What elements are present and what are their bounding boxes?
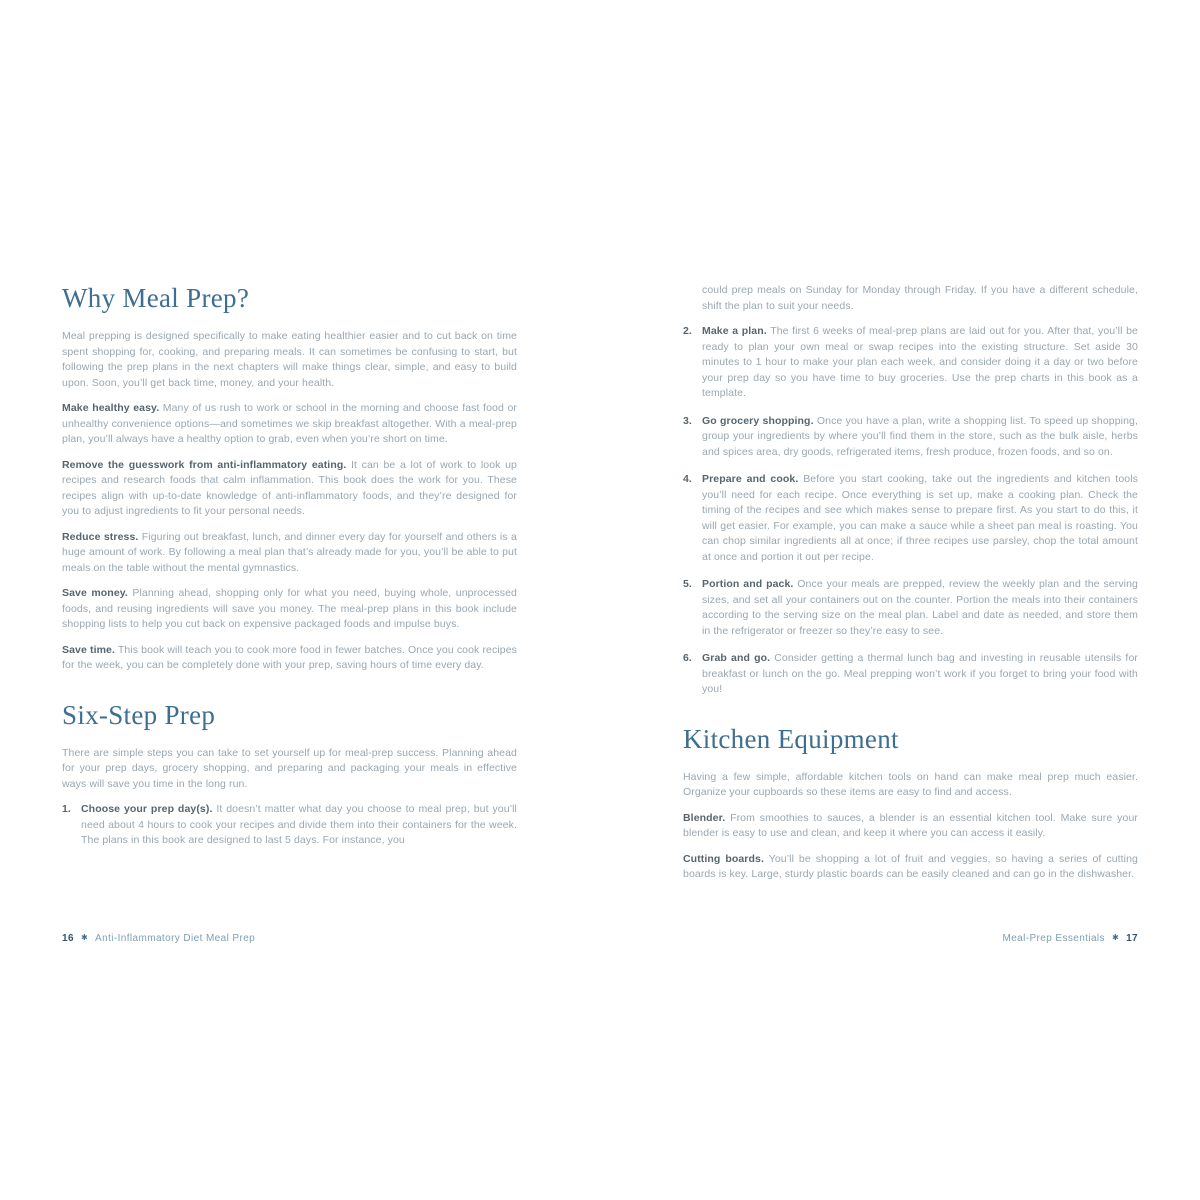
benefit-text: Planning ahead, shopping only for what you need, buying whole, unprocessed foods, and reusing ingredients will save you money. The meal-prep plans in this book include shopping lists to help you cut back on expensive packaged foods and impulse buys. bbox=[62, 587, 517, 630]
equipment-lead: Cutting boards. bbox=[683, 852, 764, 865]
equipment-item bbox=[683, 811, 1138, 842]
step-text: The first 6 weeks of meal-prep plans are laid out for you. After that, you’ll be ready to plan your own meal or swap recipes into the existing structure. Set aside 30 minutes to 1 hour to make your plan each week, and consider doing it a day or two before your prep day so you have time to buy groceries. Use the prep charts in this book as a template. bbox=[702, 325, 1138, 399]
step-item bbox=[62, 802, 517, 849]
benefit-item bbox=[62, 401, 517, 448]
equipment-item bbox=[683, 852, 1138, 883]
equipment-text: From smoothies to sauces, a blender is an essential kitchen tool. Make sure your blender is easy to use and clean, and keep it where you can access it easily. bbox=[683, 811, 1138, 839]
step-number: 5. bbox=[683, 578, 692, 590]
step-number: 2. bbox=[683, 325, 692, 337]
left-page-number: 16 bbox=[62, 933, 74, 944]
step-text: It doesn’t matter what day you choose to meal prep, but you’ll need about 4 hours to cook your recipes and divide them into their containers for the week. The plans in this book are designed to last 5 days. For instance, you bbox=[81, 803, 517, 846]
footer-star-icon: ✱ bbox=[1111, 933, 1120, 942]
kitchen-intro-paragraph: Having a few simple, affordable kitchen tools on hand can make meal prep much easier. Organize your cupboards so these items are easy to find and access. bbox=[683, 770, 1138, 798]
benefit-item bbox=[62, 643, 517, 674]
footer-star-icon: ✱ bbox=[80, 933, 89, 942]
chapter-title: Meal-Prep Essentials bbox=[1002, 933, 1105, 944]
step-lead: Go grocery shopping. bbox=[702, 414, 814, 427]
left-footer bbox=[62, 933, 255, 944]
step-lead: Choose your prep day(s). bbox=[81, 803, 213, 815]
benefit-lead: Remove the guesswork from anti-inflammatory eating. bbox=[62, 458, 347, 471]
step-item bbox=[683, 577, 1138, 639]
right-page bbox=[683, 283, 1138, 893]
benefit-item bbox=[62, 530, 517, 577]
step-lead: Portion and pack. bbox=[702, 578, 794, 590]
step-body bbox=[702, 472, 1138, 565]
why-meal-prep-heading: Why Meal Prep? bbox=[62, 283, 250, 313]
step-lead: Grab and go. bbox=[702, 652, 771, 664]
step-number: 3. bbox=[683, 414, 692, 427]
benefit-item bbox=[62, 586, 517, 633]
step-lead: Make a plan. bbox=[702, 325, 767, 337]
step-body bbox=[702, 324, 1138, 402]
step-text: Once you have a plan, write a shopping list. To speed up shopping, group your ingredients by where you’ll find them in the store, such as the bulk aisle, herbs and spices area, dry goods, refrigerated items, fresh produce, frozen foods, and so on. bbox=[702, 414, 1138, 458]
equipment-text: You’ll be shopping a lot of fruit and veggies, so having a series of cutting boards is key. Large, sturdy plastic boards can be easily cleaned and can go in the dishwasher. bbox=[683, 852, 1138, 880]
benefit-text: It can be a lot of work to look up recipes and research foods that calm inflammation. This book does the work for you. These recipes align with up-to-date knowledge of anti-inflammatory foods, and they’re designed for you to adjust ingredients to fit your personal needs. bbox=[62, 458, 517, 517]
six-step-prep-heading: Six-Step Prep bbox=[62, 699, 216, 730]
page-footer bbox=[62, 933, 1138, 944]
benefit-text: This book will teach you to cook more food in fewer batches. Once you cook recipes for the week, you can be completely done with your prep, saving hours of time every day. bbox=[62, 643, 518, 671]
step-item bbox=[683, 651, 1138, 698]
spread-content bbox=[62, 283, 1138, 893]
right-footer bbox=[1002, 933, 1138, 944]
step-number: 1. bbox=[62, 803, 71, 815]
why-intro-paragraph: Meal prepping is designed specifically to make eating healthier easier and to cut back on time spent shopping for, cooking, and preparing meals. It can sometimes be confusing to start, but following the prep plans in the next chapters will make things clear, simple, and easy to build upon. Soon, you’ll get back time, money, and your health. bbox=[62, 330, 517, 389]
kitchen-equipment-heading: Kitchen Equipment bbox=[683, 723, 899, 754]
step-text: Once your meals are prepped, review the weekly plan and the serving sizes, and set all your containers out on the counter. Portion the meals into their containers according to the serving size on the meal plan. Label and date as needed, and store them in the refrigerator or freezer so they’re easy to see. bbox=[702, 578, 1138, 637]
benefit-item bbox=[62, 458, 517, 520]
left-page bbox=[62, 283, 517, 893]
benefit-lead: Save time. bbox=[62, 643, 115, 656]
equipment-lead: Blender. bbox=[683, 811, 726, 824]
continuation-paragraph: could prep meals on Sunday for Monday through Friday. If you have a different schedule, shift the plan to suit your needs. bbox=[702, 284, 1138, 312]
step-text: Consider getting a thermal lunch bag and investing in reusable utensils for breakfast or lunch on the go. Meal prepping won’t work if you forget to bring your food with you! bbox=[702, 652, 1138, 695]
benefit-lead: Reduce stress. bbox=[62, 530, 139, 543]
benefit-text: Figuring out breakfast, lunch, and dinner every day for yourself and others is a huge amount of work. By following a meal plan that’s already made for you, you’ll be able to put meals on the table without the mental gymnastics. bbox=[62, 530, 517, 574]
step-number: 4. bbox=[683, 473, 692, 485]
step-body bbox=[702, 651, 1138, 698]
six-step-intro-paragraph: There are simple steps you can take to set yourself up for meal-prep success. Planning ahead for your prep days, grocery shopping, and preparing and packaging your meals in effective ways will save you time in the long run. bbox=[62, 746, 517, 790]
step-number: 6. bbox=[683, 652, 692, 664]
step-item bbox=[683, 324, 1138, 402]
benefit-lead: Make healthy easy. bbox=[62, 402, 160, 414]
book-title: Anti-Inflammatory Diet Meal Prep bbox=[95, 933, 256, 944]
step-lead: Prepare and cook. bbox=[702, 473, 799, 485]
step-item bbox=[683, 472, 1138, 565]
benefit-lead: Save money. bbox=[62, 587, 128, 599]
step-item bbox=[683, 414, 1138, 461]
step-body bbox=[702, 414, 1138, 461]
right-page-number: 17 bbox=[1126, 933, 1138, 944]
step-text: Before you start cooking, take out the ingredients and kitchen tools you’ll need for each recipe. Once everything is set up, make a cooking plan. Check the timing of the recipes and see which makes sense to prepare first. As you start to do this, it will get easier. For example, you can make a sauce while a sheet pan meal is roasting. You can chop similar ingredients all at once; if three recipes use parsley, chop the total amount at once and portion it out per recipe. bbox=[702, 473, 1138, 563]
benefit-text: Many of us rush to work or school in the morning and choose fast food or unhealthy convenience options—and sometimes we skip breakfast altogether. With a meal-prep plan, you’ll always have a healthy option to grab, even when you’re short on time. bbox=[62, 402, 517, 445]
step-body bbox=[81, 802, 517, 849]
step-body bbox=[702, 577, 1138, 639]
